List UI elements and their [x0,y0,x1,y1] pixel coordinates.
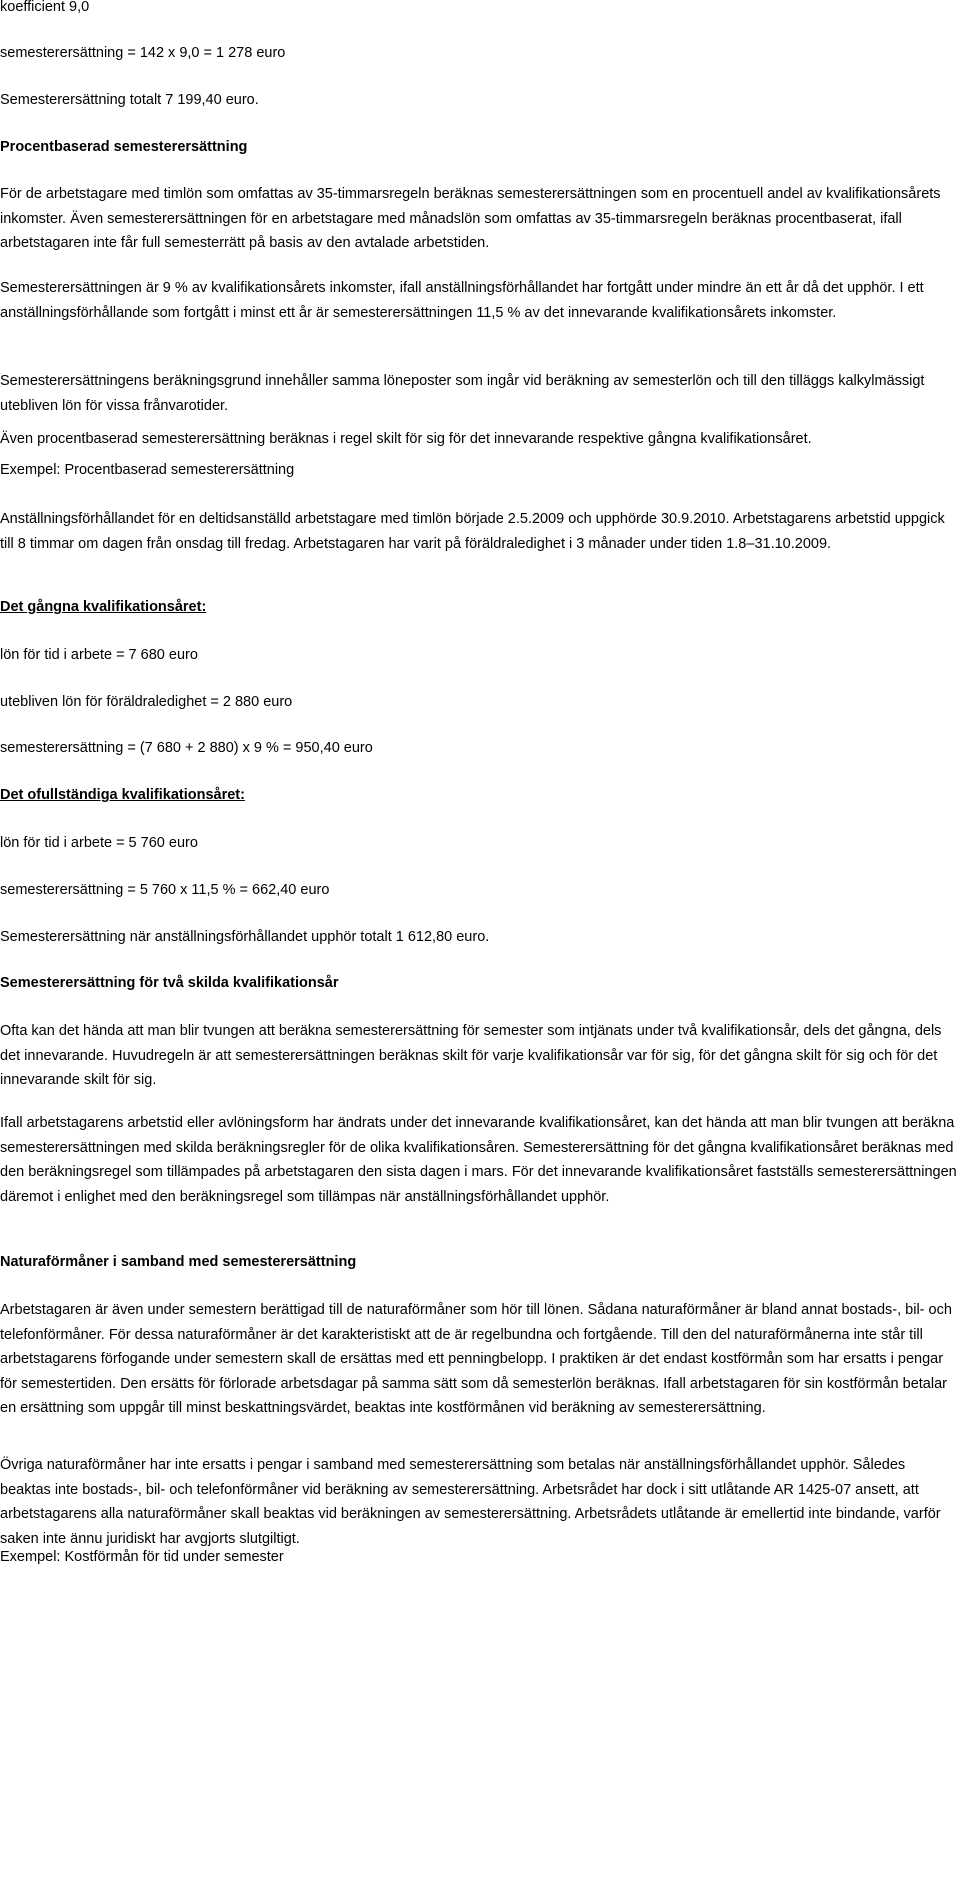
paragraph-total: Semesterersättning totalt 7 199,40 euro. [0,92,259,108]
paragraph-working-time-change: Ifall arbetstagarens arbetstid eller avlöningsform har ändrats under det innevarande kvalifikationsåret, kan det hända att man blir tvungen att beräkna semesterersättningen med skilda beräkningsregler för de olika kvalifikationsåren. Semesterersättning för det gångna kvalifikationsåret beräknas med den beräkningsregel som tillämpades på arbetstagaren den sista dagen i mars. För det innevarande kvalifikationsåret fastställs semesterersättningen däremot i enlighet med den beräkningsregel som tillämpas när anställningsförhållandet upphör. [0,1115,957,1205]
paragraph-semester-compensation-calc: semesterersättning = 142 x 9,0 = 1 278 euro [0,45,286,61]
example-heading-percentage: Exempel: Procentbaserad semesterersättning [0,462,295,478]
paragraph-two-years-main-rule: Ofta kan det hända att man blir tvungen att beräkna semesterersättning för semester som intjänats under två kvalifikationsår, dels det gångna, dels det innevarande. Huvudregeln är att semesterersättningen beräknas skilt för varje kvalifikationsår var för sig, för det gångna skilt för sig och för det innevarande skilt för sig. [0,1023,942,1088]
paragraph-wage-work-time-5760: lön för tid i arbete = 5 760 euro [0,835,198,851]
heading-percentage-based: Procentbaserad semesterersättning [0,139,248,155]
paragraph-compensation-950: semesterersättning = (7 680 + 2 880) x 9 % = 950,40 euro [0,740,373,756]
paragraph-compensation-662: semesterersättning = 5 760 x 11,5 % = 662,40 euro [0,882,330,898]
paragraph-wage-work-time-7680: lön för tid i arbete = 7 680 euro [0,647,198,663]
paragraph-lost-wage-parental-leave: utebliven lön för föräldraledighet = 2 880 euro [0,694,293,710]
heading-two-qualifying-years: Semesterersättning för två skilda kvalifikationsår [0,975,339,991]
paragraph-calculation-basis: Semesterersättningens beräkningsgrund innehåller samma löneposter som ingår vid beräkning av semesterlön och till den tilläggs kalkylmässigt utebliven lön för vissa frånvarotider. [0,373,925,414]
paragraph-fringe-benefits-during-holiday: Arbetstagaren är även under semestern berättigad till de naturaförmåner som hör till lönen. Sådana naturaförmåner är bland annat bostads-, bil- och telefonförmåner. För dessa naturaförmåner är det karakteristiskt att de är regelbundna och fortgående. Till den del naturaförmånerna inte står till arbetstagarens förfogande under semestern skall de ersättas med ett penningbelopp. I praktiken är det endast kostförmån som har ersatts i pengar för semestertiden. Den ersätts för förlorade arbetsdagar på samma sätt som då semesterlön beräknas. Ifall arbetstagaren för sin kostförmån betalar en ersättning som uppgår till minst beskattningsvärdet, beaktas inte kostförmånen vid beräkning av semesterersättning. [0,1302,952,1416]
paragraph-coefficient: koefficient 9,0 [0,0,90,15]
paragraph-separate-calculation: Även procentbaserad semesterersättning beräknas i regel skilt för sig för det innevarande respektive gångna kvalifikationsåret. [0,431,812,447]
heading-incomplete-qualifying-year: Det ofullständiga kvalifikationsåret: [0,787,245,803]
paragraph-total-1612: Semesterersättning när anställningsförhållandet upphör totalt 1 612,80 euro. [0,929,490,945]
paragraph-example-employment: Anställningsförhållandet för en deltidsanställd arbetstagare med timlön började 2.5.2009 och upphörde 30.9.2010. Arbetstagarens arbetstid uppgick till 8 timmar om dagen från onsdag till fredag. Arbetstagaren har varit på föräldraledighet i 3 månader under tiden 1.8–31.10.2009. [0,511,945,552]
paragraph-9-percent: Semesterersättningen är 9 % av kvalifikationsårets inkomster, ifall anställningsförhållandet har fortgått under mindre än ett år då det upphör. I ett anställningsförhållande som fortgått i minst ett år är semesterersättningen 11,5 % av det innevarande kvalifikationsårets inkomster. [0,280,924,321]
heading-past-qualifying-year: Det gångna kvalifikationsåret: [0,599,207,615]
paragraph-other-fringe-benefits: Övriga naturaförmåner har inte ersatts i pengar i samband med semesterersättning som betalas när anställningsförhållandet upphör. Således beaktas inte bostads-, bil- och telefonförmåner vid beräkning av semesterersättning. Arbetsrådet har dock i sitt utlåtande AR 1425-07 ansett, att arbetstagarens alla naturaförmåner skall beaktas vid beräkningen av semesterersättning. Arbetsrådets utlåtande är emellertid inte bindande, varför saken inte ännu juridiskt har avgjorts slutgiltigt. [0,1457,941,1547]
heading-fringe-benefits: Naturaförmåner i samband med semesterersättning [0,1254,357,1270]
example-heading-meal-benefit: Exempel: Kostförmån för tid under semester [0,1549,284,1565]
paragraph-35-hour-rule: För de arbetstagare med timlön som omfattas av 35-timmarsregeln beräknas semesterersättningen som en procentuell andel av kvalifikationsårets inkomster. Även semesterersättningen för en arbetstagare med månadslön som omfattas av 35-timmarsregeln beräknas procentbaserat, ifall arbetstagaren inte får full semesterrätt på basis av den avtalade arbetstiden. [0,186,941,251]
